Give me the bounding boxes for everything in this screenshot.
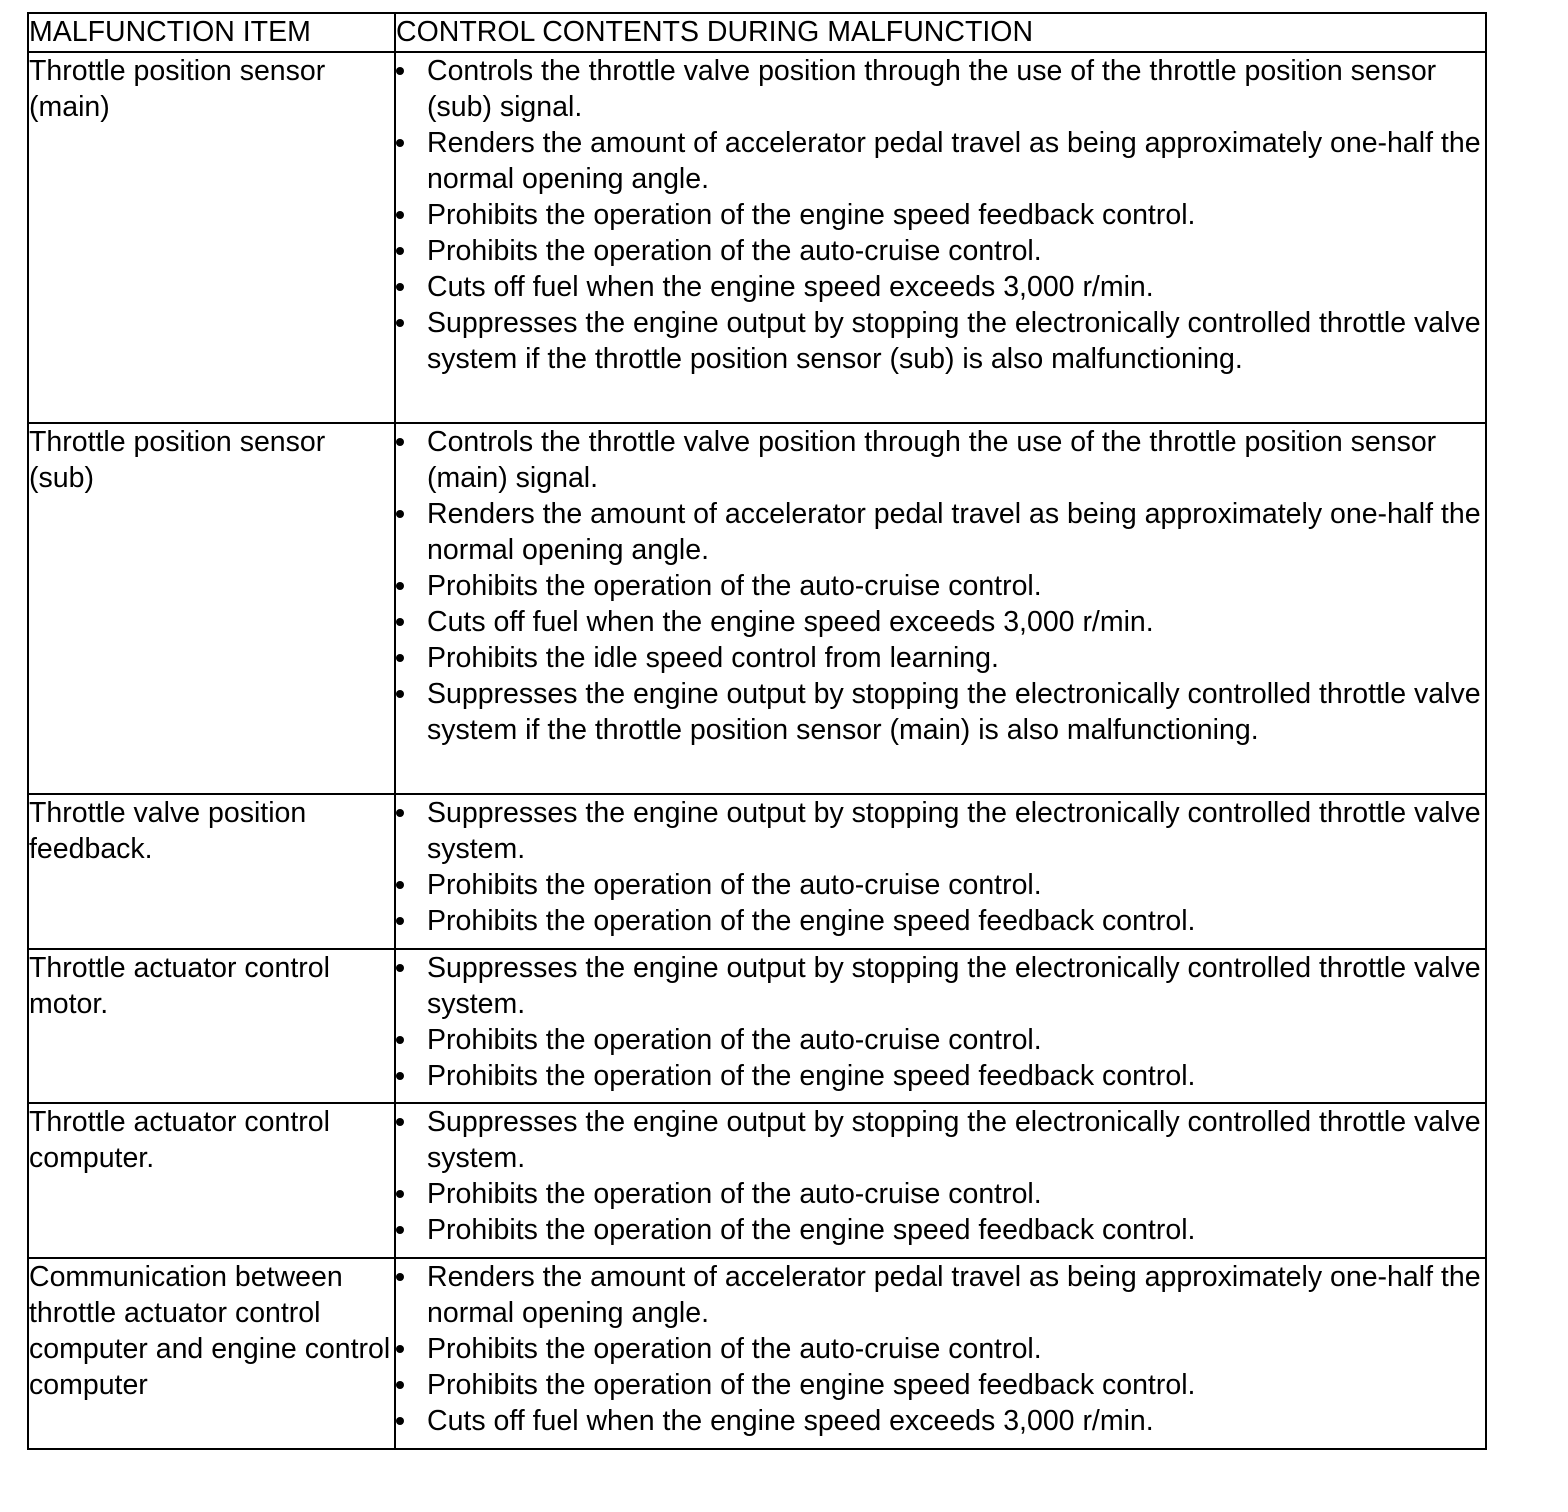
bullet-icon xyxy=(396,1226,404,1234)
malfunction-item-cell: Throttle valve position feedback. xyxy=(28,794,395,949)
list-item xyxy=(396,1259,1485,1331)
malfunction-item-cell: Throttle actuator control computer. xyxy=(28,1103,395,1258)
control-text: Prohibits the operation of the auto-cruise control. xyxy=(427,869,1042,901)
control-text: Prohibits the operation of the auto-cruise control. xyxy=(427,570,1042,602)
table-row xyxy=(28,794,1486,949)
bullet-icon xyxy=(396,1036,404,1044)
list-item xyxy=(396,1022,1485,1058)
table-row xyxy=(28,1103,1486,1258)
control-text: Cuts off fuel when the engine speed exceeds 3,000 r/min. xyxy=(427,1405,1154,1437)
control-text: Prohibits the operation of the auto-cruise control. xyxy=(427,235,1042,267)
list-item xyxy=(396,867,1485,903)
bullet-icon xyxy=(396,1190,404,1198)
control-list xyxy=(396,795,1485,939)
list-item xyxy=(396,1367,1485,1403)
malfunction-item-cell: Communication between throttle actuator control computer and engine control computer xyxy=(28,1258,395,1449)
bullet-icon xyxy=(396,618,404,626)
bullet-icon xyxy=(396,211,404,219)
control-text: Suppresses the engine output by stopping the electronically controlled throttle valve system if the throttle position sensor (sub) is also malfunctioning. xyxy=(427,307,1481,375)
control-text: Prohibits the operation of the engine speed feedback control. xyxy=(427,1214,1196,1246)
malfunction-item-cell: Throttle position sensor (main) xyxy=(28,52,395,423)
control-text: Renders the amount of accelerator pedal travel as being approximately one-half the normal opening angle. xyxy=(427,498,1481,566)
control-text: Suppresses the engine output by stopping the electronically controlled throttle valve system. xyxy=(427,952,1481,1020)
control-text: Renders the amount of accelerator pedal travel as being approximately one-half the normal opening angle. xyxy=(427,1261,1481,1329)
list-item xyxy=(396,1331,1485,1367)
bullet-icon xyxy=(396,1072,404,1080)
table-row xyxy=(28,949,1486,1103)
table-row xyxy=(28,1258,1486,1449)
header-control-contents: CONTROL CONTENTS DURING MALFUNCTION xyxy=(395,13,1486,52)
bullet-icon xyxy=(396,1273,404,1281)
bullet-icon xyxy=(396,1345,404,1353)
list-item xyxy=(396,1104,1485,1176)
header-malfunction-item: MALFUNCTION ITEM xyxy=(28,13,395,52)
control-contents-cell xyxy=(395,794,1486,949)
control-text: Controls the throttle valve position through the use of the throttle position sensor (sub) signal. xyxy=(427,55,1437,123)
control-text: Renders the amount of accelerator pedal travel as being approximately one-half the normal opening angle. xyxy=(427,127,1481,195)
bullet-icon xyxy=(396,283,404,291)
control-list xyxy=(396,950,1485,1094)
control-list xyxy=(396,1104,1485,1248)
control-text: Suppresses the engine output by stopping the electronically controlled throttle valve system if the throttle position sensor (main) is also malfunctioning. xyxy=(427,678,1481,746)
list-item xyxy=(396,496,1485,568)
bullet-icon xyxy=(396,67,404,75)
control-text: Prohibits the operation of the engine speed feedback control. xyxy=(427,905,1196,937)
control-text: Cuts off fuel when the engine speed exceeds 3,000 r/min. xyxy=(427,606,1154,638)
bullet-icon xyxy=(396,1381,404,1389)
bullet-icon xyxy=(396,690,404,698)
list-item xyxy=(396,424,1485,496)
malfunction-item-cell: Throttle actuator control motor. xyxy=(28,949,395,1103)
table-body xyxy=(28,52,1486,1449)
malfunction-control-table xyxy=(27,12,1487,1450)
control-contents-cell xyxy=(395,423,1486,794)
control-text: Suppresses the engine output by stopping the electronically controlled throttle valve system. xyxy=(427,1106,1481,1174)
control-contents-cell xyxy=(395,52,1486,423)
control-text: Suppresses the engine output by stopping the electronically controlled throttle valve system. xyxy=(427,797,1481,865)
bullet-icon xyxy=(396,1417,404,1425)
bullet-icon xyxy=(396,654,404,662)
control-text: Cuts off fuel when the engine speed exceeds 3,000 r/min. xyxy=(427,271,1154,303)
control-text: Prohibits the operation of the engine speed feedback control. xyxy=(427,199,1196,231)
bullet-icon xyxy=(396,964,404,972)
control-text: Prohibits the operation of the engine speed feedback control. xyxy=(427,1060,1196,1092)
list-item xyxy=(396,1212,1485,1248)
bullet-icon xyxy=(396,809,404,817)
list-item xyxy=(396,795,1485,867)
control-list xyxy=(396,53,1485,377)
list-item xyxy=(396,604,1485,640)
list-item xyxy=(396,305,1485,377)
control-text: Prohibits the idle speed control from learning. xyxy=(427,642,999,674)
bullet-icon xyxy=(396,582,404,590)
malfunction-item-cell: Throttle position sensor (sub) xyxy=(28,423,395,794)
control-text: Prohibits the operation of the auto-cruise control. xyxy=(427,1178,1042,1210)
list-item xyxy=(396,903,1485,939)
list-item xyxy=(396,1058,1485,1094)
bullet-icon xyxy=(396,1118,404,1126)
list-item xyxy=(396,125,1485,197)
list-item xyxy=(396,197,1485,233)
table-row xyxy=(28,423,1486,794)
list-item xyxy=(396,53,1485,125)
bullet-icon xyxy=(396,917,404,925)
list-item xyxy=(396,640,1485,676)
control-text: Controls the throttle valve position through the use of the throttle position sensor (main) signal. xyxy=(427,426,1437,494)
bullet-icon xyxy=(396,438,404,446)
table-row xyxy=(28,52,1486,423)
list-item xyxy=(396,568,1485,604)
bullet-icon xyxy=(396,319,404,327)
bullet-icon xyxy=(396,510,404,518)
list-item xyxy=(396,1403,1485,1439)
list-item xyxy=(396,950,1485,1022)
control-text: Prohibits the operation of the auto-cruise control. xyxy=(427,1333,1042,1365)
bullet-icon xyxy=(396,139,404,147)
control-list xyxy=(396,1259,1485,1439)
control-text: Prohibits the operation of the auto-cruise control. xyxy=(427,1024,1042,1056)
bullet-icon xyxy=(396,247,404,255)
control-contents-cell xyxy=(395,949,1486,1103)
list-item xyxy=(396,1176,1485,1212)
list-item xyxy=(396,676,1485,748)
bullet-icon xyxy=(396,881,404,889)
control-contents-cell xyxy=(395,1258,1486,1449)
table-header-row xyxy=(28,13,1486,52)
control-list xyxy=(396,424,1485,748)
list-item xyxy=(396,269,1485,305)
list-item xyxy=(396,233,1485,269)
control-text: Prohibits the operation of the engine speed feedback control. xyxy=(427,1369,1196,1401)
control-contents-cell xyxy=(395,1103,1486,1258)
